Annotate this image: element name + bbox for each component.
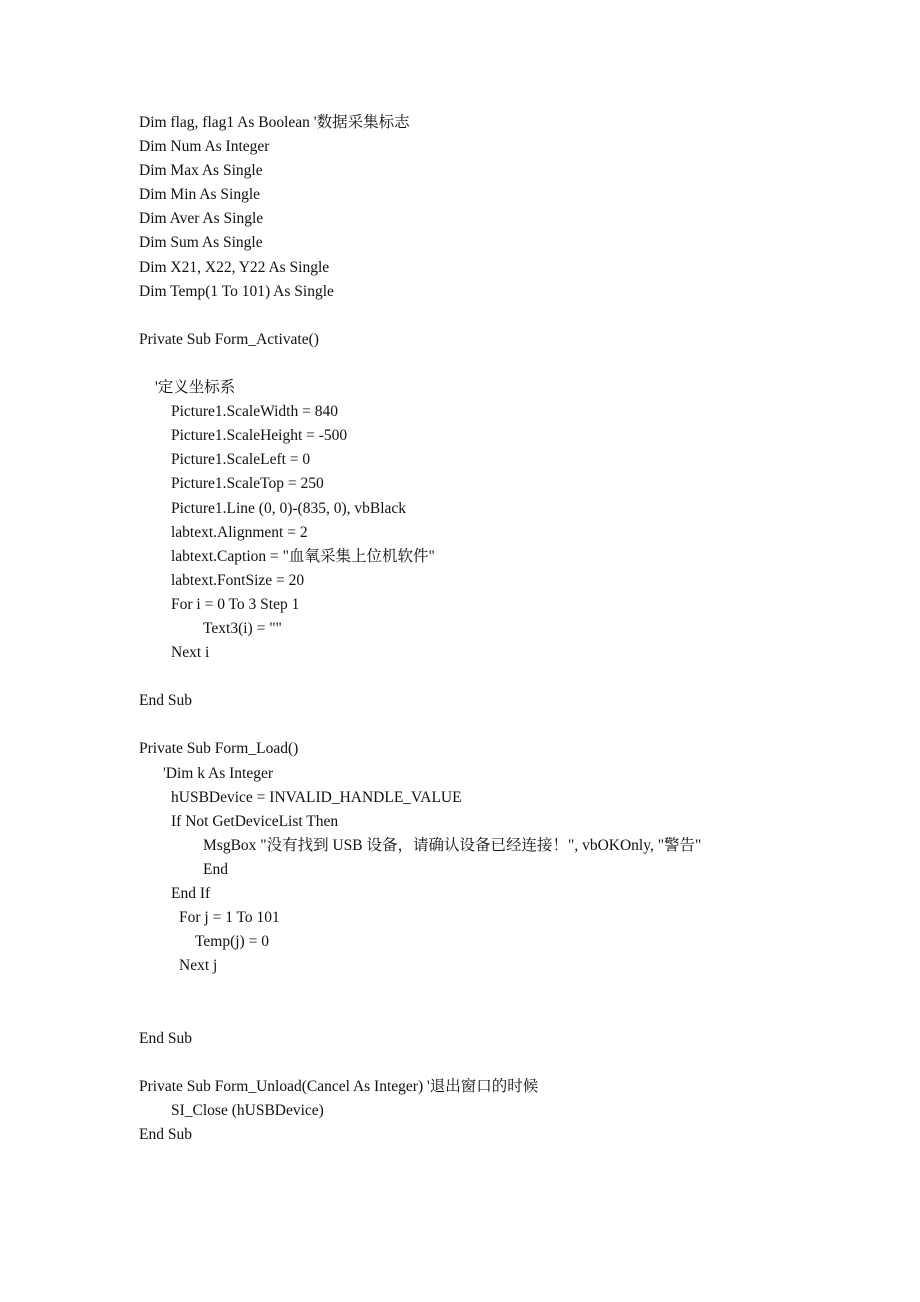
code-line: For j = 1 To 101 <box>179 909 280 927</box>
code-line: End Sub <box>139 1125 192 1143</box>
blank-line <box>139 1002 879 1026</box>
code-line: Dim Temp(1 To 101) As Single <box>139 282 334 300</box>
code-line: Picture1.ScaleHeight = -500 <box>171 427 348 445</box>
code-line: Dim Max As Single <box>139 162 263 180</box>
code-line: hUSBDevice = INVALID_HANDLE_VALUE <box>171 788 462 806</box>
blank-line <box>139 1051 879 1075</box>
code-line: Picture1.ScaleWidth = 840 <box>171 403 338 421</box>
code-line: SI_Close (hUSBDevice) <box>171 1101 324 1119</box>
code-line: Picture1.ScaleTop = 250 <box>171 475 324 493</box>
code-line: End Sub <box>139 692 192 710</box>
code-line: labtext.Alignment = 2 <box>171 523 308 541</box>
code-line: Text3(i) = "" <box>203 619 282 637</box>
code-line: Dim X21, X22, Y22 As Single <box>139 258 330 276</box>
code-line: Private Sub Form_Unload(Cancel As Integer) '退出窗口的时候 <box>139 1077 539 1095</box>
code-line: labtext.Caption = "血氧采集上位机软件" <box>171 547 435 565</box>
code-line: If Not GetDeviceList Then <box>171 812 339 830</box>
code-line: End Sub <box>139 1029 192 1047</box>
code-line: Dim Min As Single <box>139 186 261 204</box>
blank-line <box>139 978 879 1002</box>
code-line: Picture1.ScaleLeft = 0 <box>171 451 311 469</box>
code-line: For i = 0 To 3 Step 1 <box>171 595 300 613</box>
blank-line <box>139 304 879 328</box>
code-line: Dim Sum As Single <box>139 234 263 252</box>
code-line: Picture1.Line (0, 0)-(835, 0), vbBlack <box>171 499 407 517</box>
code-line: Temp(j) = 0 <box>195 933 269 951</box>
code-line: Private Sub Form_Load() <box>139 740 299 758</box>
blank-line <box>139 352 879 376</box>
blank-line <box>139 713 879 737</box>
code-line: Private Sub Form_Activate() <box>139 330 319 348</box>
code-line: Dim flag, flag1 As Boolean '数据采集标志 <box>139 114 410 131</box>
code-line: End <box>203 860 228 878</box>
code-line: End If <box>171 885 211 902</box>
code-line: MsgBox "没有找到 USB 设备，请确认设备已经连接！", vbOKOnly, "警告" <box>203 836 702 854</box>
code-comment: '定义坐标系 <box>155 379 236 397</box>
blank-line <box>139 665 879 689</box>
code-line: Next j <box>179 957 218 975</box>
code-line: Dim Num As Integer <box>139 138 270 156</box>
code-line: labtext.FontSize = 20 <box>171 571 305 589</box>
code-line: Next i <box>171 644 210 662</box>
vb-code-listing <box>139 111 879 1147</box>
code-line: Dim Aver As Single <box>139 210 264 228</box>
code-comment: 'Dim k As Integer <box>163 764 273 782</box>
